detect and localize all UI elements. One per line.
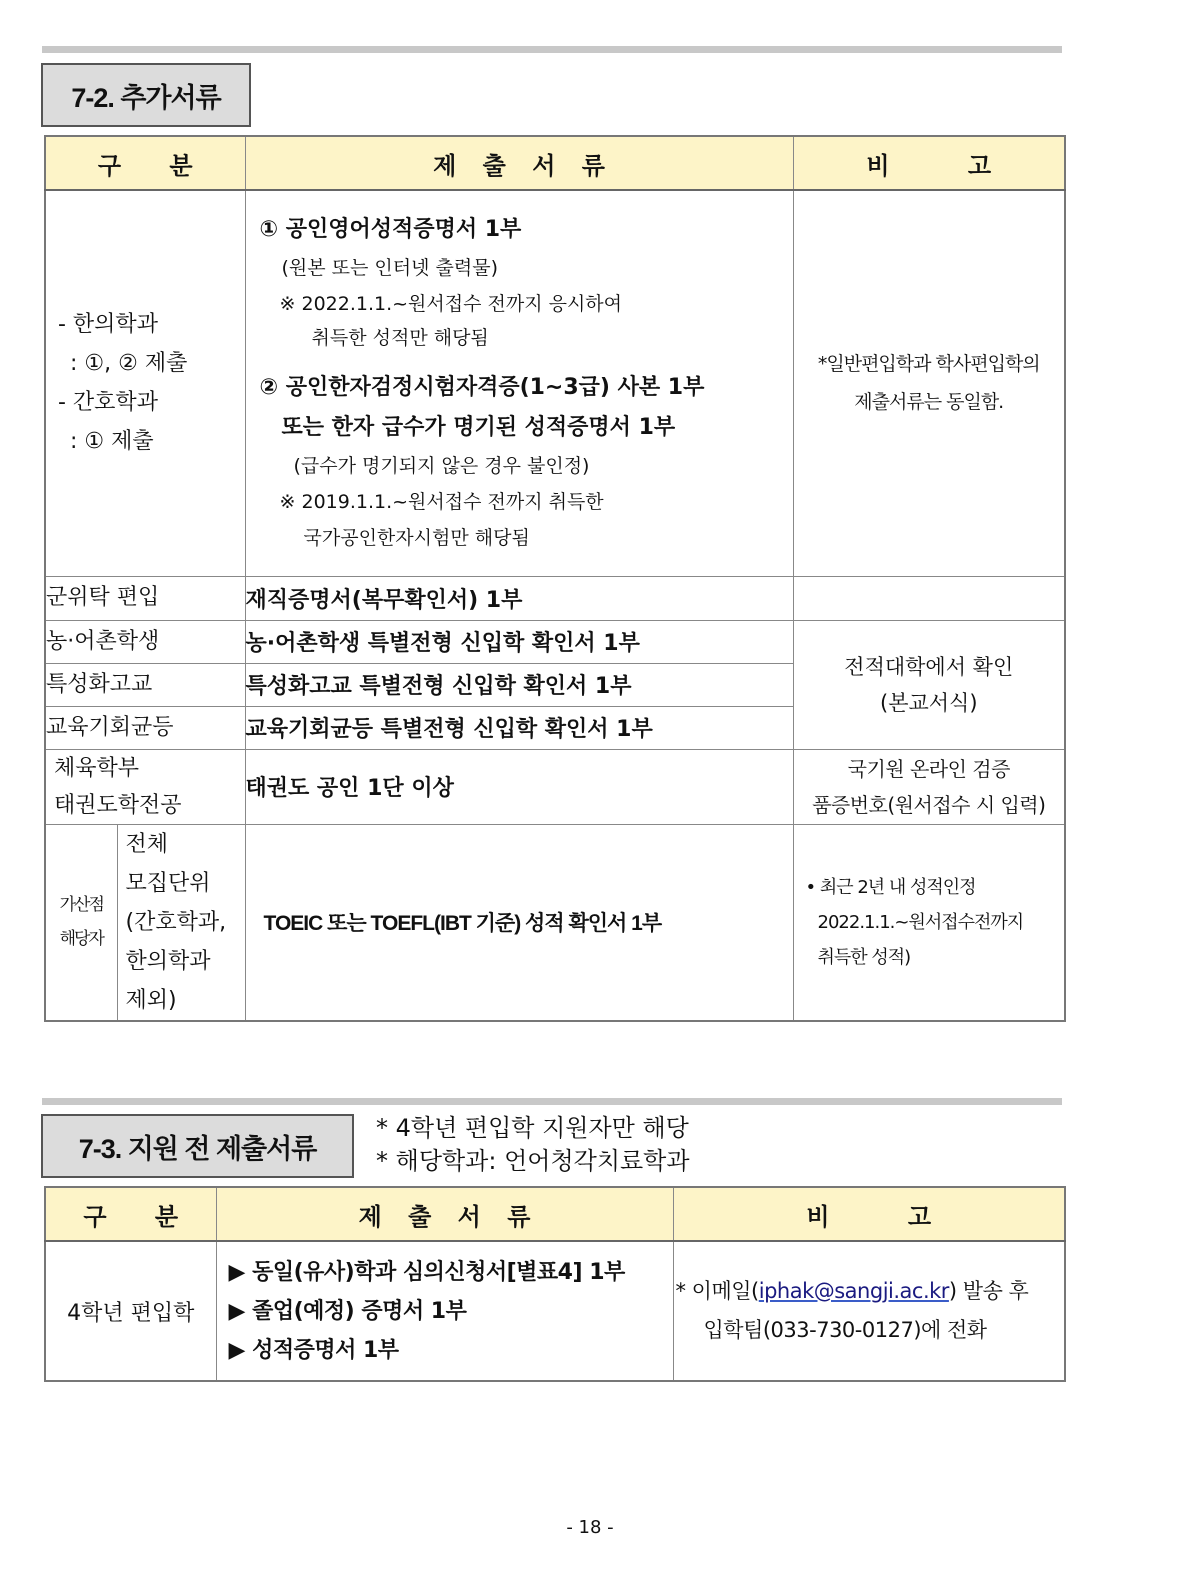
remarks-cell <box>673 1241 1065 1381</box>
table-row <box>45 190 1065 576</box>
header-remarks: 비 고 <box>793 136 1065 190</box>
remarks-cell <box>793 190 1065 576</box>
document-subtitle: (급수가 명기되지 않은 경우 불인정) <box>293 455 590 478</box>
document-title: ① 공인영어성적증명서 1부 <box>259 217 522 243</box>
document-item: ▶ 졸업(예정) 증명서 1부 <box>228 1298 467 1324</box>
documents-cell: 특성화고교 특별전형 신입학 확인서 1부 <box>245 663 793 706</box>
document-title: ② 공인한자검정시험자격증(1~3급) 사본 1부 <box>259 375 705 401</box>
section-title: 7-2. 추가서류 <box>41 63 251 127</box>
category-cell: 농·어촌학생 <box>45 620 245 663</box>
table-header-row <box>45 1187 1065 1241</box>
category-cell: 특성화고교 <box>45 663 245 706</box>
remark-text: * 이메일( <box>675 1279 759 1303</box>
remark-text: ) 발송 후 <box>948 1279 1029 1303</box>
document-item: ▶ 성적증명서 1부 <box>228 1337 399 1363</box>
remark-line: 전적대학에서 확인 <box>844 654 1014 679</box>
section-note: * 해당학과: 언어청각치료학과 <box>376 1147 690 1175</box>
document-title: 또는 한자 급수가 명기된 성적증명서 1부 <box>281 415 676 441</box>
category-cell <box>45 749 245 824</box>
documents-cell <box>216 1241 673 1381</box>
remarks-cell <box>793 576 1065 620</box>
remark-line <box>676 1272 1065 1311</box>
documents-cell: 태권도 공인 1단 이상 <box>245 749 793 824</box>
documents-cell: 재직증명서(복무확인서) 1부 <box>245 576 793 620</box>
table-row <box>45 824 1065 1021</box>
remark-line: 제출서류는 동일함. <box>854 391 1004 414</box>
category-line: - 간호학과 <box>58 390 158 416</box>
category-cell: 군위탁 편입 <box>45 576 245 620</box>
category-line: 제외) <box>125 987 177 1013</box>
remark-line: (본교서식) <box>880 690 978 715</box>
remark-line: 품증번호(원서접수 시 입력) <box>812 792 1046 817</box>
document-note: 취득한 성적만 해당됨 <box>311 327 489 350</box>
category-line: : ①, ② 제출 <box>70 351 188 377</box>
document-note: ※ 2019.1.1.~원서접수 전까지 취득한 <box>279 491 604 514</box>
header-category: 구 분 <box>45 136 245 190</box>
header-documents: 제 출 서 류 <box>245 136 793 190</box>
pre-application-documents-table <box>44 1186 1066 1382</box>
category-line: 모집단위 <box>125 870 211 896</box>
document-note: 국가공인한자시험만 해당됨 <box>303 527 530 550</box>
document-subtitle: (원본 또는 인터넷 출력물) <box>281 257 498 280</box>
table-row <box>45 1241 1065 1381</box>
category-line: 전체 <box>125 831 169 857</box>
remark-line: 취득한 성적) <box>817 946 911 968</box>
category-line: 태권도학전공 <box>54 792 182 818</box>
documents-cell: 교육기회균등 특별전형 신입학 확인서 1부 <box>245 706 793 749</box>
section-title: 7-3. 지원 전 제출서류 <box>41 1114 354 1178</box>
table-header-row <box>45 136 1065 190</box>
remark-line: • 최근 2년 내 성적인정 <box>805 876 976 898</box>
page-number: - 18 - <box>566 1517 614 1538</box>
header-documents: 제 출 서 류 <box>216 1187 673 1241</box>
remarks-cell <box>793 620 1065 749</box>
bonus-category-cell <box>45 824 117 1021</box>
category-line: - 한의학과 <box>58 312 158 338</box>
document-item: ▶ 동일(유사)학과 심의신청서[별표4] 1부 <box>228 1259 625 1285</box>
remarks-cell <box>793 824 1065 1021</box>
remark-line: 입학팀(033-730-0127)에 전화 <box>703 1318 987 1342</box>
header-remarks: 비 고 <box>673 1187 1065 1241</box>
category-line: 체육학부 <box>54 755 140 781</box>
target-units-cell <box>117 824 245 1021</box>
table-row <box>45 749 1065 824</box>
section-divider-bar <box>42 1098 1062 1105</box>
documents-cell: 농·어촌학생 특별전형 신입학 확인서 1부 <box>245 620 793 663</box>
document-note: ※ 2022.1.1.~원서접수 전까지 응시하여 <box>279 293 623 316</box>
category-line: 가산점 <box>59 895 103 915</box>
category-line: 한의학과 <box>125 948 211 974</box>
category-line: : ① 제출 <box>70 429 154 455</box>
category-line: (간호학과, <box>125 909 227 935</box>
table-row <box>45 576 1065 620</box>
header-category: 구 분 <box>45 1187 216 1241</box>
category-cell: 4학년 편입학 <box>45 1241 216 1381</box>
section-divider-bar <box>42 46 1062 53</box>
remark-line: 2022.1.1.~원서접수전까지 <box>817 911 1024 933</box>
section-notes <box>376 1112 690 1178</box>
section-note: * 4학년 편입학 지원자만 해당 <box>376 1114 689 1142</box>
category-cell: 교육기회균등 <box>45 706 245 749</box>
email-link[interactable]: iphak@sangji.ac.kr <box>758 1279 949 1303</box>
documents-cell <box>245 190 793 576</box>
remarks-cell <box>793 749 1065 824</box>
table-row <box>45 620 1065 663</box>
remark-line: *일반편입학과 학사편입학의 <box>817 353 1040 376</box>
additional-documents-table <box>44 135 1066 1022</box>
category-line: 해당자 <box>59 929 103 949</box>
remark-line: 국기원 온라인 검증 <box>847 756 1010 781</box>
category-cell <box>45 190 245 576</box>
documents-cell: TOEIC 또는 TOEFL(IBT 기준) 성적 확인서 1부 <box>245 824 793 1021</box>
